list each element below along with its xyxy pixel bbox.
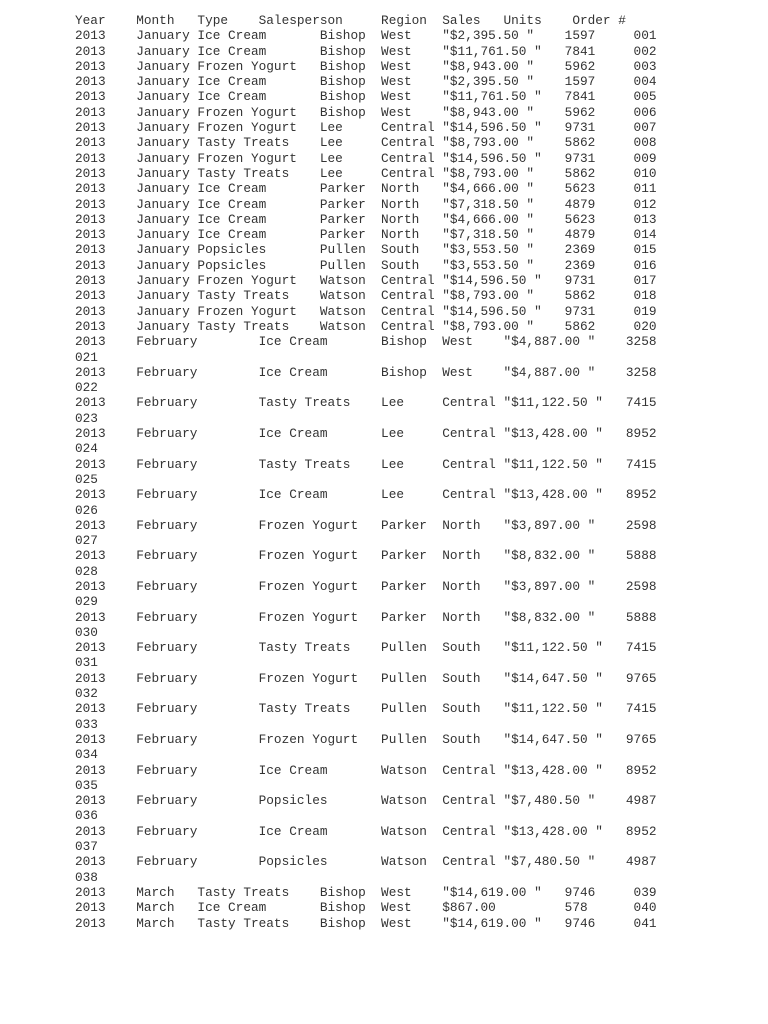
data-line: 2013 January Tasty Treats Watson Central "$8,793.00 " 5862 018 [75,288,657,304]
data-line: 2013 January Frozen Yogurt Bishop West "$8,943.00 " 5962 003 [75,58,657,74]
data-line: 2013 January Ice Cream Parker North "$7,318.50 " 4879 014 [75,227,657,243]
data-line: 022 [75,380,98,396]
data-line: 2013 February Tasty Treats Lee Central "$11,122.50 " 7415 [75,395,657,411]
data-line: 2013 January Frozen Yogurt Bishop West "$8,943.00 " 5962 006 [75,104,657,120]
data-line: 2013 January Popsicles Pullen South "$3,553.50 " 2369 016 [75,257,657,273]
text-document [75,13,755,931]
data-line: 2013 February Tasty Treats Pullen South "$11,122.50 " 7415 [75,640,657,656]
data-line: 2013 January Ice Cream Bishop West "$2,395.50 " 1597 001 [75,28,657,44]
data-line: 2013 January Frozen Yogurt Watson Central "$14,596.50 " 9731 019 [75,303,657,319]
data-line: 2013 January Ice Cream Bishop West "$11,761.50 " 7841 005 [75,89,657,105]
data-line: 2013 February Tasty Treats Lee Central "$11,122.50 " 7415 [75,456,657,472]
data-line: 037 [75,839,98,855]
data-line: 024 [75,441,98,457]
data-line: 2013 January Ice Cream Parker North "$4,666.00 " 5623 011 [75,181,657,197]
data-line: 2013 February Popsicles Watson Central "$7,480.50 " 4987 [75,854,657,870]
data-line: 2013 February Frozen Yogurt Parker North "$8,832.00 " 5888 [75,548,657,564]
data-line: 026 [75,502,98,518]
data-line: 2013 January Ice Cream Bishop West "$11,761.50 " 7841 002 [75,43,657,59]
data-line: 2013 January Popsicles Pullen South "$3,553.50 " 2369 015 [75,242,657,258]
data-line: 2013 February Ice Cream Lee Central "$13,428.00 " 8952 [75,426,657,442]
data-line: 027 [75,533,98,549]
data-line: 2013 February Ice Cream Bishop West "$4,887.00 " 3258 [75,364,657,380]
data-line: 2013 February Frozen Yogurt Parker North "$3,897.00 " 2598 [75,578,657,594]
data-line: 2013 January Ice Cream Parker North "$4,666.00 " 5623 013 [75,211,657,227]
data-line: 2013 February Ice Cream Bishop West "$4,887.00 " 3258 [75,334,657,350]
data-line: 2013 January Tasty Treats Lee Central "$8,793.00 " 5862 010 [75,165,657,181]
data-line: 021 [75,349,98,365]
data-line: 2013 March Tasty Treats Bishop West "$14,619.00 " 9746 041 [75,915,657,931]
data-line: 032 [75,686,98,702]
data-line: 023 [75,410,98,426]
data-line: 2013 January Ice Cream Parker North "$7,318.50 " 4879 012 [75,196,657,212]
data-line: 035 [75,777,98,793]
data-line: 2013 February Ice Cream Watson Central "$13,428.00 " 8952 [75,762,657,778]
data-line: 2013 February Frozen Yogurt Parker North "$3,897.00 " 2598 [75,517,657,533]
data-line: 036 [75,808,98,824]
data-line: 2013 January Frozen Yogurt Lee Central "$14,596.50 " 9731 007 [75,120,657,136]
data-line: 033 [75,716,98,732]
data-line: 2013 January Frozen Yogurt Lee Central "$14,596.50 " 9731 009 [75,150,657,166]
data-line: 2013 February Tasty Treats Pullen South "$11,122.50 " 7415 [75,701,657,717]
data-line: 2013 January Frozen Yogurt Watson Central "$14,596.50 " 9731 017 [75,273,657,289]
header-line: Year Month Type Salesperson Region Sales Units Order # [75,13,626,28]
data-line: 2013 January Ice Cream Bishop West "$2,395.50 " 1597 004 [75,74,657,90]
data-line: 2013 February Frozen Yogurt Parker North "$8,832.00 " 5888 [75,609,657,625]
data-line: 2013 March Tasty Treats Bishop West "$14,619.00 " 9746 039 [75,884,657,900]
data-line: 2013 January Tasty Treats Lee Central "$8,793.00 " 5862 008 [75,135,657,151]
data-line: 2013 February Popsicles Watson Central "$7,480.50 " 4987 [75,793,657,809]
data-line: 031 [75,655,98,671]
data-line: 028 [75,563,98,579]
data-line: 2013 February Frozen Yogurt Pullen South "$14,647.50 " 9765 [75,670,657,686]
data-line: 034 [75,747,98,763]
data-line: 030 [75,624,98,640]
data-line: 2013 February Ice Cream Lee Central "$13,428.00 " 8952 [75,487,657,503]
data-line: 2013 March Ice Cream Bishop West $867.00 578 040 [75,900,657,916]
data-line: 2013 February Ice Cream Watson Central "$13,428.00 " 8952 [75,823,657,839]
data-line: 2013 January Tasty Treats Watson Central "$8,793.00 " 5862 020 [75,318,657,334]
data-line: 025 [75,471,98,487]
data-line: 038 [75,869,98,885]
data-line: 2013 February Frozen Yogurt Pullen South "$14,647.50 " 9765 [75,731,657,747]
data-line: 029 [75,594,98,610]
